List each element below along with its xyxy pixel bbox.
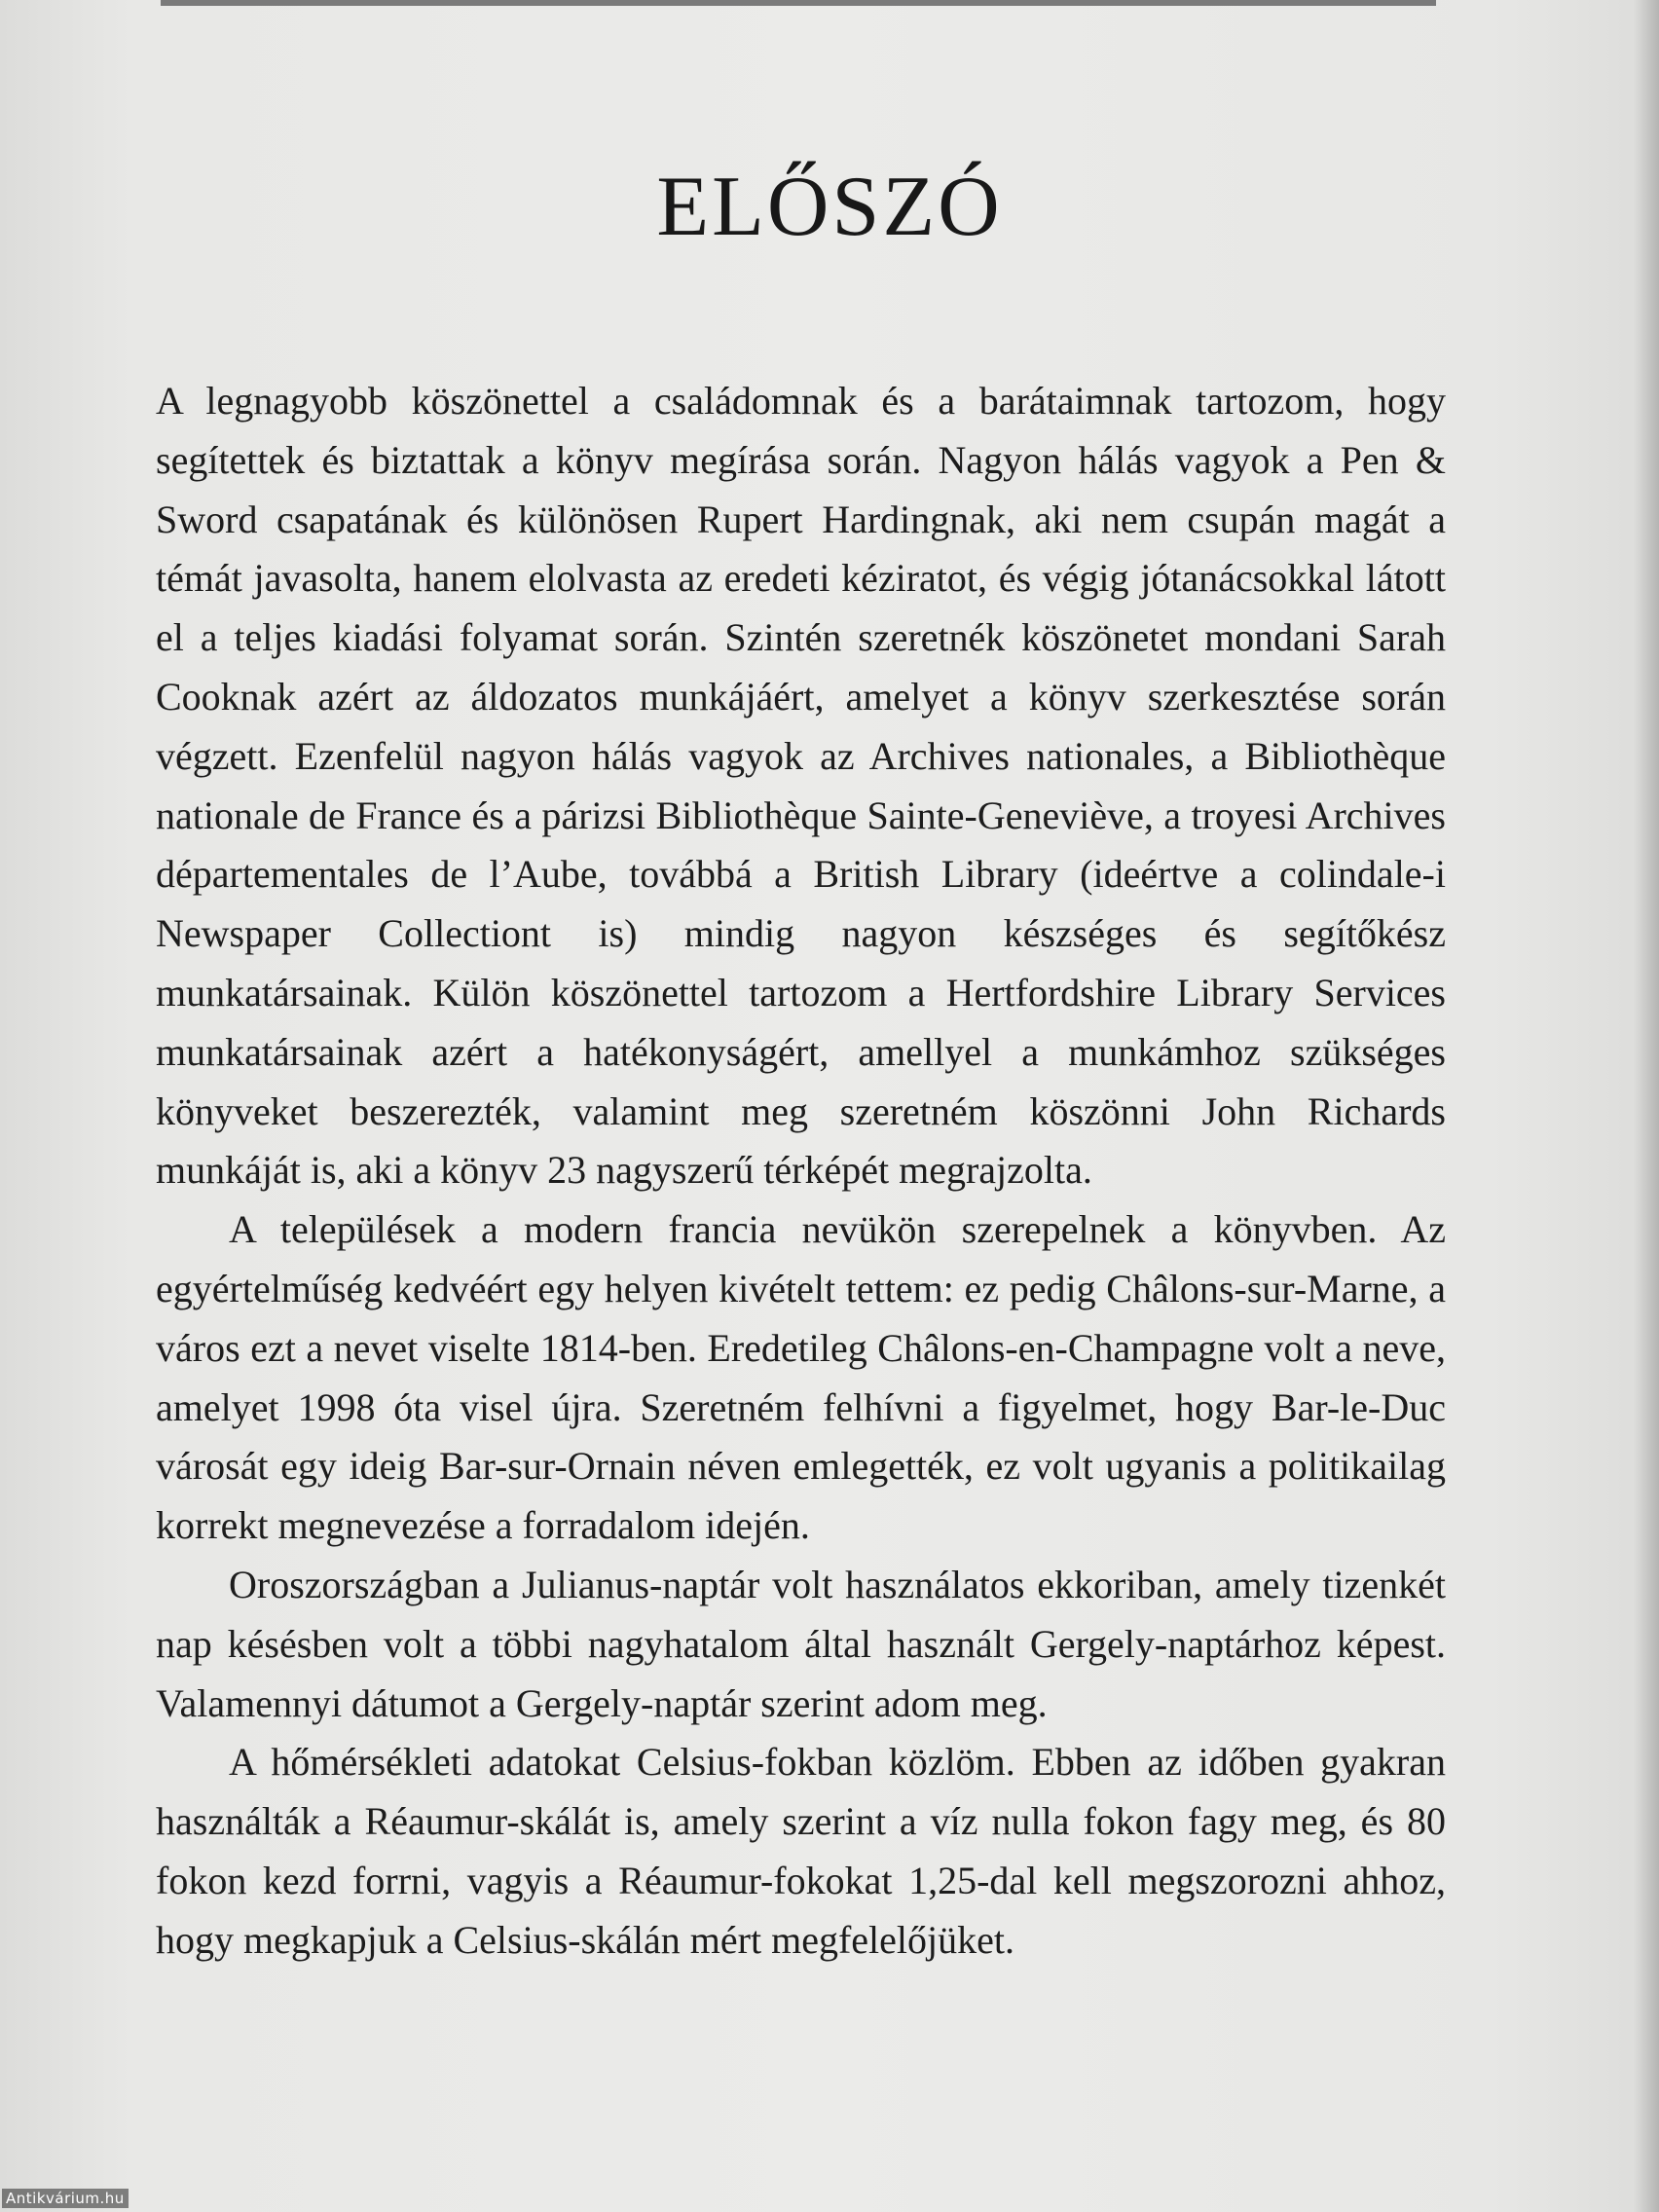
paragraph-temperature: A hőmérsékleti adatokat Celsius-fokban közlöm. Ebben az időben gyakran használták a Réaumur-skálát is, amely szerint a víz nulla fokon fagy meg, és 80 fokon kezd forrni, vagyis a Réaumur-fokokat 1,25-dal kell megszorozni ahhoz, hogy megkapjuk a Celsius-skálán mért megfelelőjüket.	[156, 1740, 1446, 1962]
watermark-label: Antikvárium.hu	[2, 2189, 129, 2208]
top-edge-band	[161, 0, 1436, 6]
paragraph-acknowledgements: A legnagyobb köszönettel a családomnak és a barátaimnak tartozom, hogy segítettek és biztattak a könyv megírása során. Nagyon hálás vagyok a Pen & Sword csapatának és különösen Rupert Hardingnak, aki nem csupán magát a témát javasolta, hanem elolvasta az eredeti kéziratot, és végig jótanácsokkal látott el a teljes kiadási folyamat során. Szintén szeretnék köszönetet mondani Sarah Cooknak azért az áldozatos munkájáért, amelyet a könyv szerkesztése során végzett. Ezenfelül nagyon hálás vagyok az Archives nationales, a Bibliothèque nationale de France és a párizsi Bibliothèque Sainte-Geneviève, a troyesi Archives départementales de l’Aube, továbbá a British Library (ideértve a colindale-i Newspaper Collectiont is) mindig nagyon készséges és segítőkész munkatársainak. Külön köszönettel tartozom a Hertfordshire Library Services munkatársainak azért a hatékonyságért, amellyel a munkámhoz szükséges könyveket beszerezték, valamint meg szeretném köszönni John Richards munkáját is, aki a könyv 23 nagyszerű térképét megrajzolta.	[156, 379, 1446, 1193]
paragraph-place-names: A települések a modern francia nevükön szerepelnek a könyvben. Az egyértelműség kedvéért egy helyen kivételt tettem: ez pedig Châlons-sur-Marne, a város ezt a nevet viselte 1814-ben. Eredetileg Châlons-en-Champagne volt a neve, amelyet 1998 óta visel újra. Szeretném felhívni a figyelmet, hogy Bar-le-Duc városát egy ideig Bar-sur-Ornain néven emlegették, ez volt ugyanis a politikailag korrekt megnevezése a forradalom idején.	[156, 1207, 1446, 1548]
paragraph-calendar: Oroszországban a Julianus-naptár volt használatos ekkoriban, amely tizenkét nap késésben volt a többi nagyhatalom által használt Gergely-naptárhoz képest. Valamennyi dátumot a Gergely-naptár szerint adom meg.	[156, 1562, 1446, 1725]
page-title: ELŐSZÓ	[656, 160, 1003, 254]
body-text	[156, 372, 1446, 1971]
page-edge-shadow	[1634, 0, 1659, 2212]
